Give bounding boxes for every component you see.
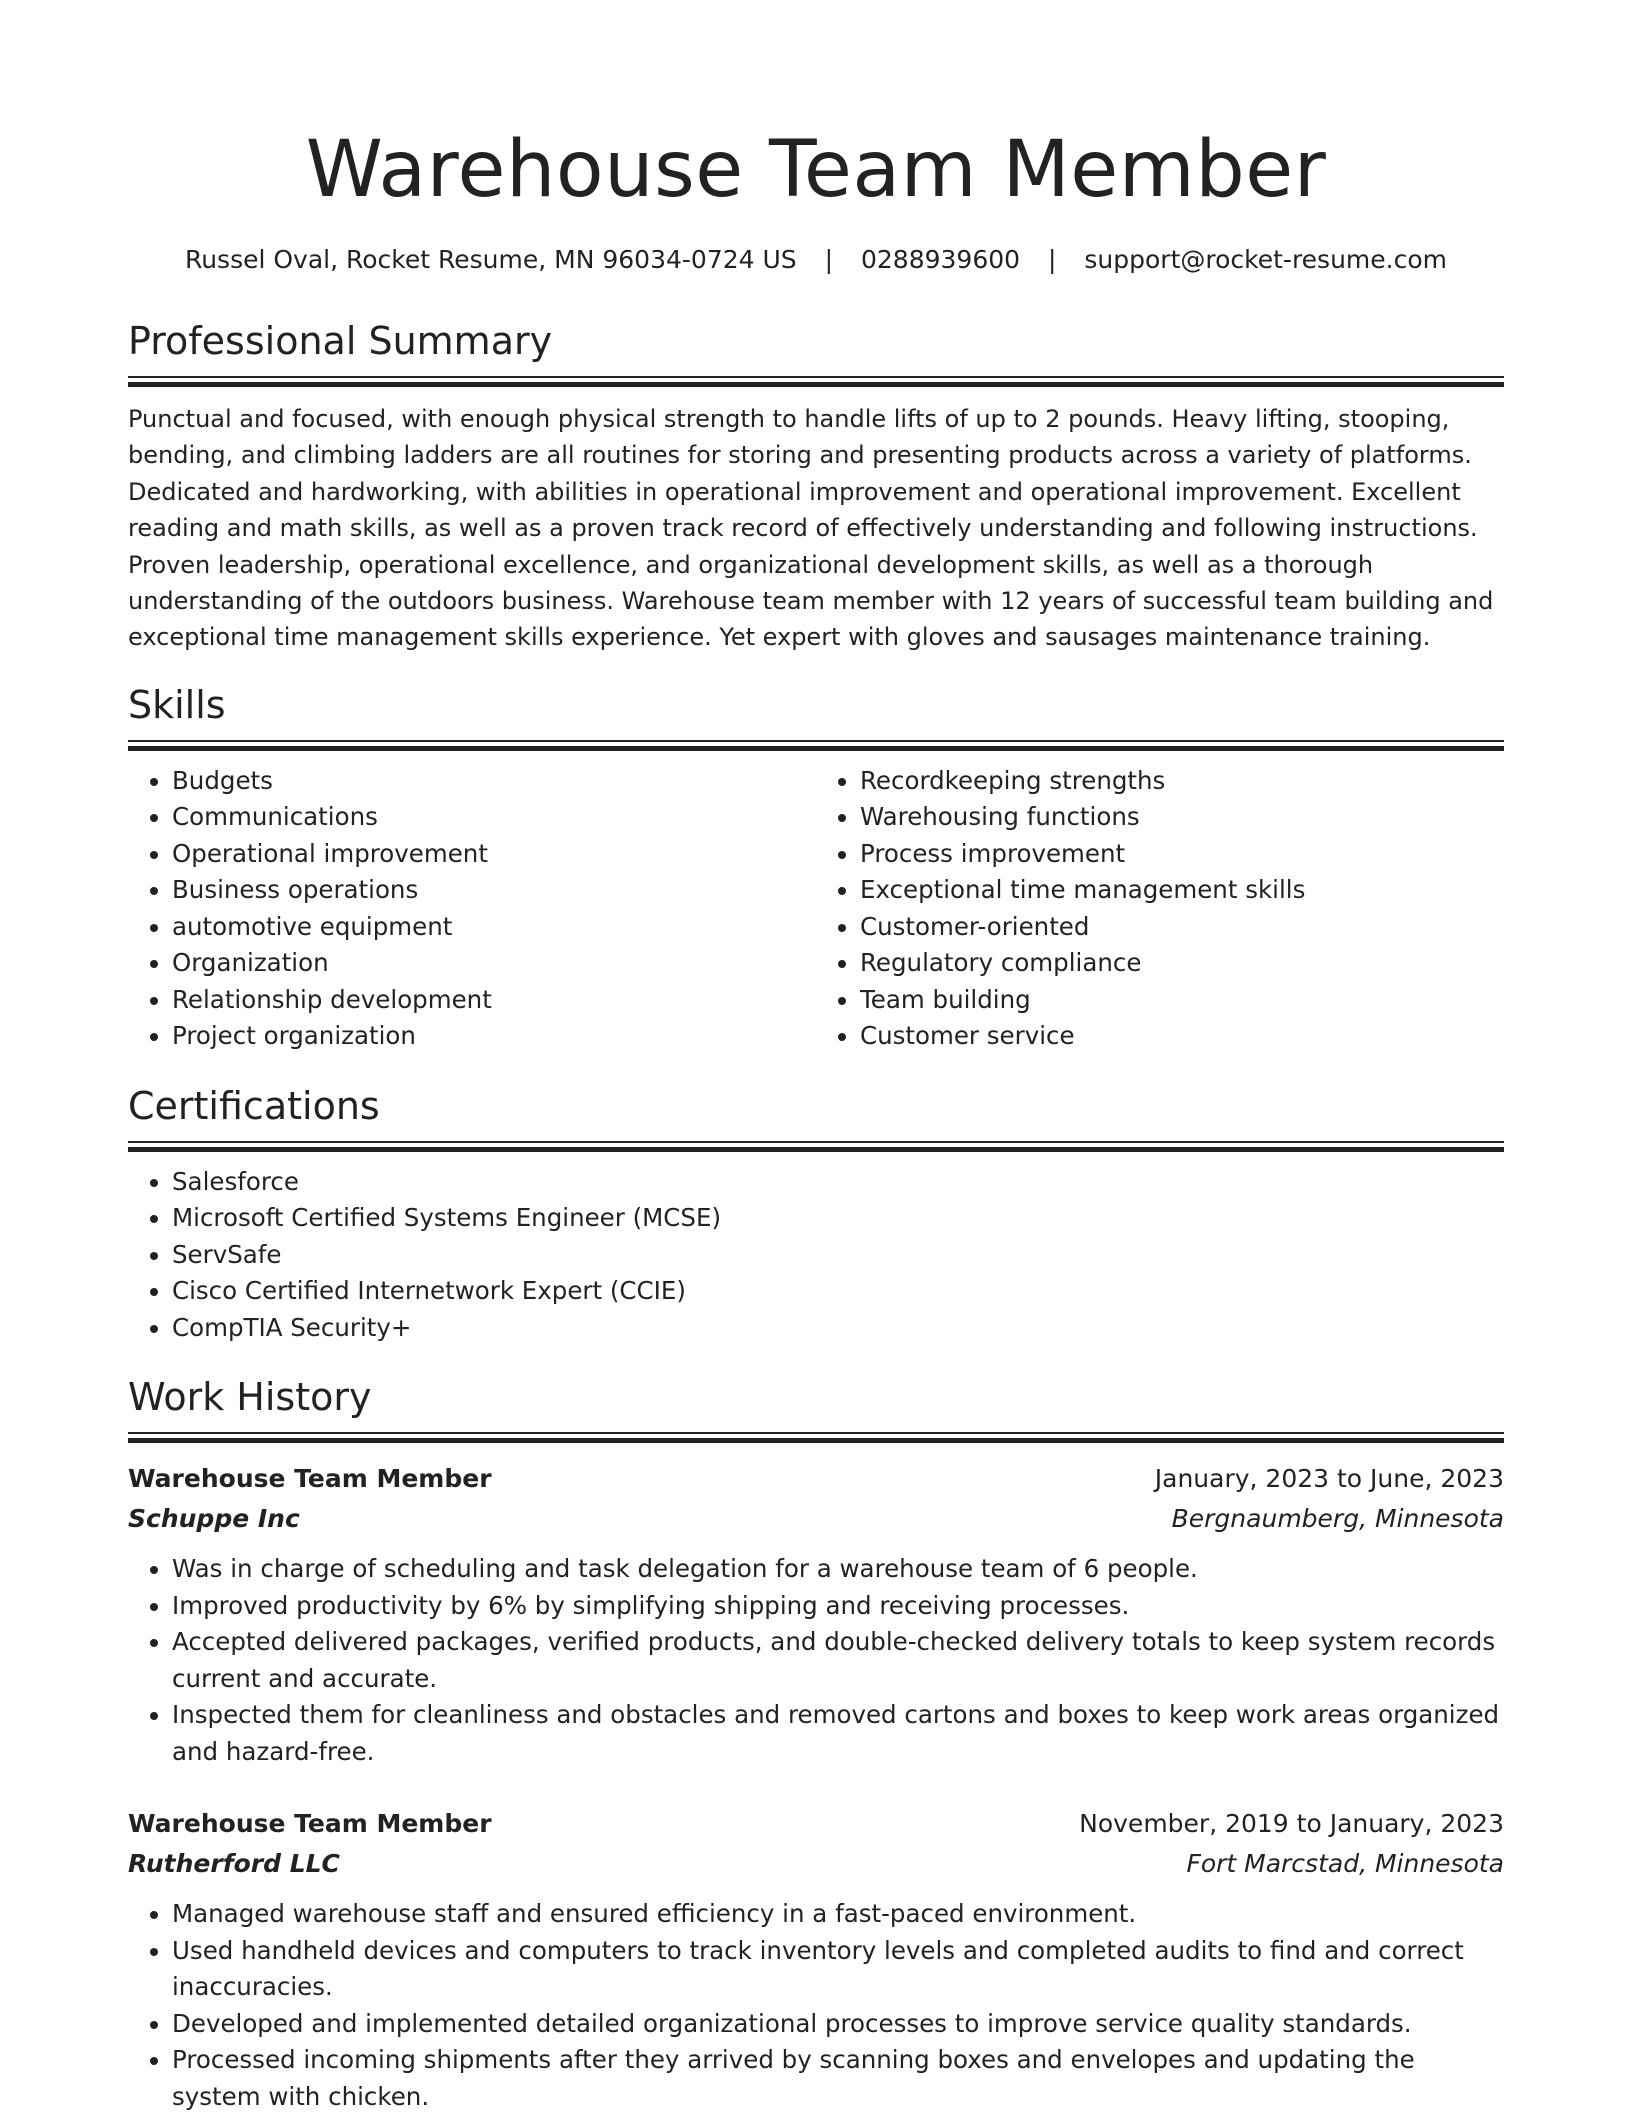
job-title: Warehouse Team Member	[128, 1809, 492, 1839]
certifications-section	[128, 1083, 1504, 1347]
certification-item: • Microsoft Certified Systems Engineer (MCSE)	[172, 1200, 1504, 1237]
job-company: Rutherford LLC	[128, 1849, 340, 1879]
job-company: Schuppe Inc	[128, 1504, 300, 1534]
work-history-section	[128, 1374, 1504, 2115]
job-bullet: • Managed warehouse staff and ensured efficiency in a fast-paced environment.	[172, 1896, 1504, 1933]
job-bullet: • Improved productivity by 6% by simplifying shipping and receiving processes.	[172, 1588, 1504, 1625]
section-title-professional-summary: Professional Summary	[128, 319, 553, 363]
skill-item: • Regulatory compliance	[860, 945, 1504, 982]
job-bullet: • Inspected them for cleanliness and obstacles and removed cartons and boxes to keep work areas organized and hazard-free.	[172, 1697, 1504, 1770]
skills-grid	[128, 763, 1504, 1055]
job-dates: November, 2019 to January, 2023	[1079, 1809, 1504, 1839]
skill-item: • Customer service	[860, 1018, 1504, 1055]
section-divider	[128, 1432, 1504, 1434]
job-bullet: • Accepted delivered packages, verified products, and double-checked delivery totals to keep system records current and accurate.	[172, 1624, 1504, 1697]
job-company-row	[128, 1499, 1504, 1539]
job-dates: January, 2023 to June, 2023	[1154, 1464, 1504, 1494]
section-title-skills: Skills	[128, 682, 226, 727]
job-header-row	[128, 1804, 1504, 1844]
certification-item: • CompTIA Security+	[172, 1310, 1504, 1347]
section-divider	[128, 376, 1504, 378]
job-bullet-list	[128, 1551, 1504, 1770]
skill-item: • Communications	[172, 799, 816, 836]
job-entry	[128, 1804, 1504, 2115]
job-location: Bergnaumberg, Minnesota	[1171, 1504, 1504, 1534]
skill-item: • Budgets	[172, 763, 816, 800]
section-divider	[128, 740, 1504, 742]
professional-summary-section	[128, 318, 1504, 656]
skill-item: • automotive equipment	[172, 909, 816, 946]
skill-item: • Team building	[860, 982, 1504, 1019]
skills-list-right	[816, 763, 1504, 1055]
job-entry	[128, 1459, 1504, 1770]
section-divider-thick	[128, 1438, 1504, 1443]
job-bullet: • Was in charge of scheduling and task delegation for a warehouse team of 6 people.	[172, 1551, 1504, 1588]
section-title-certifications: Certifications	[128, 1083, 380, 1128]
skill-item: • Warehousing functions	[860, 799, 1504, 836]
job-title: Warehouse Team Member	[128, 1464, 492, 1494]
certification-item: • ServSafe	[172, 1237, 1504, 1274]
job-company-row	[128, 1844, 1504, 1884]
skills-section	[128, 682, 1504, 1055]
job-bullet: • Developed and implemented detailed organizational processes to improve service quality standards.	[172, 2006, 1504, 2043]
section-title-work-history: Work History	[128, 1375, 372, 1420]
contact-phone: 0288939600	[861, 245, 1021, 274]
contact-separator: |	[824, 245, 834, 274]
certification-item: • Salesforce	[172, 1164, 1504, 1201]
skill-item: • Project organization	[172, 1018, 816, 1055]
certification-item: • Cisco Certified Internetwork Expert (CCIE)	[172, 1273, 1504, 1310]
skill-item: • Process improvement	[860, 836, 1504, 873]
resume-name: Warehouse Team Member	[305, 125, 1327, 215]
section-divider-thick	[128, 1147, 1504, 1152]
section-divider-thick	[128, 746, 1504, 751]
contact-line	[128, 244, 1504, 276]
resume-page	[128, 0, 1504, 2115]
job-header-row	[128, 1459, 1504, 1499]
skills-list-left	[128, 763, 816, 1055]
contact-email: support@rocket-resume.com	[1084, 245, 1448, 274]
job-bullet: • Used handheld devices and computers to track inventory levels and completed audits to find and correct inaccuracies.	[172, 1933, 1504, 2006]
job-bullet: • Processed incoming shipments after they arrived by scanning boxes and envelopes and updating the system with chicken.	[172, 2042, 1504, 2115]
section-divider-thick	[128, 382, 1504, 387]
skill-item: • Exceptional time management skills	[860, 872, 1504, 909]
skill-item: • Organization	[172, 945, 816, 982]
job-bullet-list	[128, 1896, 1504, 2115]
contact-separator: |	[1048, 245, 1057, 274]
job-location: Fort Marcstad, Minnesota	[1186, 1849, 1504, 1879]
skill-item: • Customer-oriented	[860, 909, 1504, 946]
summary-text: Punctual and focused, with enough physical strength to handle lifts of up to 2 pounds. Heavy lifting, stooping, bending, and climbing ladders are all routines for storing and presenting products across a variety of platforms. Dedicated and hardworking, with abilities in operational improvement and operational improvement. Excellent reading and math skills, as well as a proven track record of effectively understanding and following instructions. Proven leadership, operational excellence, and organizational development skills, as well as a thorough understanding of the outdoors business. Warehouse team member with 12 years of successful team building and exceptional time management skills experience. Yet expert with gloves and sausages maintenance training.	[128, 405, 1494, 652]
skill-item: • Relationship development	[172, 982, 816, 1019]
skill-item: • Business operations	[172, 872, 816, 909]
section-divider	[128, 1141, 1504, 1143]
certifications-list	[128, 1164, 1504, 1347]
skill-item: • Operational improvement	[172, 836, 816, 873]
skill-item: • Recordkeeping strengths	[860, 763, 1504, 800]
contact-address: Russel Oval, Rocket Resume, MN 96034-0724 US	[184, 245, 797, 274]
